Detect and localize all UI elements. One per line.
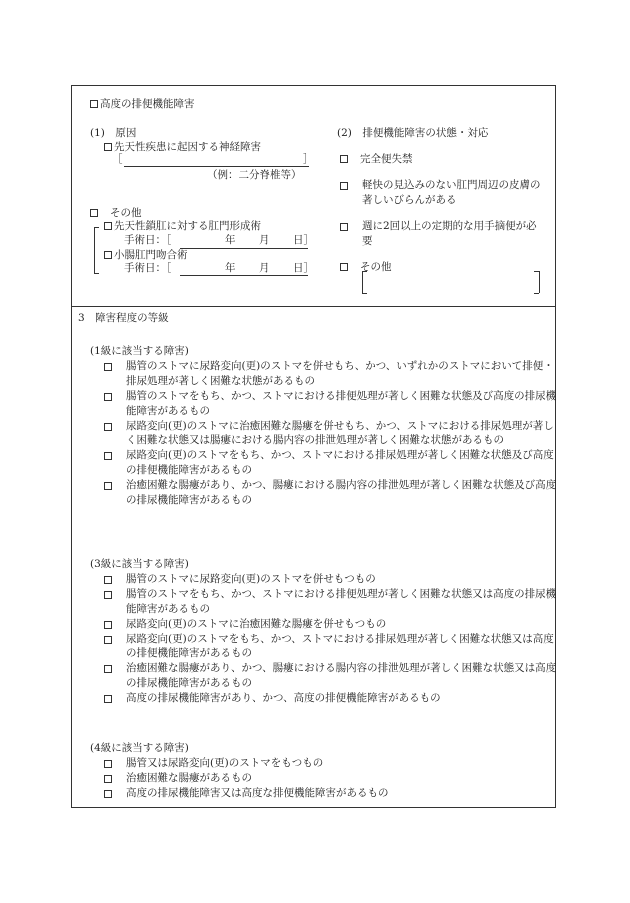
surgery1-checkbox[interactable] [104, 222, 112, 230]
grade3-item-3-checkbox[interactable] [104, 621, 112, 629]
other-bracket-top [94, 227, 99, 228]
grade4-item-1-label: 腸管又は尿路変向(更)のストマをもつもの [126, 756, 324, 769]
state-item-3-label: 週に2回以上の定期的な用手摘便が必要 [362, 220, 537, 247]
header-checkbox[interactable] [90, 100, 98, 108]
grade4-title: (4級に該当する障害) [90, 742, 189, 754]
header-row [90, 97, 195, 112]
surgery2-day: 日］ [293, 262, 314, 274]
other-label: その他 [110, 207, 142, 219]
state-other-bracket-left-top [362, 271, 367, 272]
grade3-item-3 [90, 617, 560, 632]
grade1-item-2 [90, 389, 560, 419]
surgery2-label: 小腸肛門吻合術 [114, 249, 188, 261]
surgery2-date-line[interactable] [180, 275, 308, 276]
form-frame [71, 85, 556, 808]
grade1-item-3 [90, 419, 560, 449]
grade1-item-4-label: 尿路変向(更)のストマをもち、かつ、ストマにおける排尿処理が著しく困難な状態及び高度の排便機能障害があるもの [126, 449, 554, 477]
other-bracket-bottom [94, 273, 99, 274]
grade3-item-1-label: 腸管のストマに尿路変向(更)のストマを併せもつもの [126, 572, 376, 585]
state-item-2-label: 軽快の見込みのない肛門周辺の皮膚の著しいびらんがある [362, 179, 541, 206]
state-item-4-checkbox[interactable] [340, 263, 348, 271]
other-bracket [94, 227, 95, 273]
state-item-2 [340, 178, 545, 208]
grade3-item-5-checkbox[interactable] [104, 665, 112, 673]
grade3-item-4 [90, 632, 560, 662]
grade1-item-5-label: 治癒困難な腸瘻があり、かつ、腸瘻における腸内容の排泄処理が著しく困難な状態及び高度の排尿機能障害があるもの [126, 479, 557, 507]
grade3-item-4-label: 尿路変向(更)のストマをもち、かつ、ストマにおける排尿処理が著しく困難な状態又は高度の排便機能障害があるもの [126, 632, 554, 660]
grade3-item-5 [90, 661, 560, 691]
grade3-item-2 [90, 587, 560, 617]
grade4-item-3-label: 高度の排尿機能障害又は高度な排便機能障害があるもの [126, 786, 389, 799]
grade3-item-1 [90, 572, 560, 587]
header-label: 高度の排便機能障害 [100, 98, 195, 110]
state-other-bracket-right-top [534, 271, 539, 272]
grade1-item-1-checkbox[interactable] [104, 363, 112, 371]
grade3-item-5-label: 治癒困難な腸瘻があり、かつ、腸瘻における腸内容の排泄処理が著しく困難な状態又は高度の排尿機能障害があるもの [126, 662, 557, 690]
grade1-item-1 [90, 359, 560, 389]
state-heading: (2) 排便機能障害の状態・対応 [337, 127, 489, 139]
grade1-group [90, 344, 560, 508]
grade4-group [90, 741, 560, 801]
surgery1-year: 年 [225, 234, 236, 246]
state-item-3 [340, 219, 545, 249]
surgery1-row [104, 219, 261, 234]
section3-title: 3 障害程度の等級 [78, 312, 169, 324]
grade1-item-2-label: 腸管のストマをもち、かつ、ストマにおける排便処理が著しく困難な状態及び高度の排尿機能障害があるもの [126, 389, 557, 417]
state-other-bracket-left-bottom [362, 293, 367, 294]
state-item-1-checkbox[interactable] [340, 155, 348, 163]
cause-bracket-open: ［ [112, 153, 123, 165]
surgery1-label: 先天性鎖肛に対する肛門形成術 [114, 220, 261, 232]
surgery1-month: 月 [259, 234, 270, 246]
cause-bracket-close: ］ [303, 153, 314, 165]
grade4-item-3 [90, 786, 560, 801]
grade4-item-3-checkbox[interactable] [104, 790, 112, 798]
state-item-4-label: その他 [360, 261, 392, 273]
state-other-bracket-right [539, 271, 540, 293]
grade1-item-3-label: 尿路変向(更)のストマに治癒困難な腸瘻を併せもち、かつ、ストマにおける排尿処理が著しく困難な状態又は腸瘻における腸内容の排泄処理が著しく困難な状態があるもの [126, 419, 554, 447]
grade3-item-3-label: 尿路変向(更)のストマに治癒困難な腸瘻を併せもつもの [126, 617, 387, 630]
grade3-item-6-checkbox[interactable] [104, 695, 112, 703]
grade4-item-2 [90, 771, 560, 786]
grade3-item-6-label: 高度の排尿機能障害があり、かつ、高度の排便機能障害があるもの [126, 692, 441, 705]
grade1-item-2-checkbox[interactable] [104, 393, 112, 401]
grade1-item-3-checkbox[interactable] [104, 423, 112, 431]
surgery2-month: 月 [259, 262, 270, 274]
congenital-row [104, 140, 261, 155]
state-item-3-checkbox[interactable] [340, 223, 348, 231]
section-divider [72, 306, 555, 307]
cause-input-line[interactable] [124, 166, 309, 167]
surgery1-date-label: 手術日：［ [124, 234, 172, 246]
grade1-title: (1級に該当する障害) [90, 345, 189, 357]
surgery1-date-line[interactable] [180, 248, 308, 249]
grade1-item-5 [90, 478, 560, 508]
cause-heading: (1) 原因 [90, 127, 137, 139]
cause-example: （例：二分脊椎等） [207, 169, 302, 181]
congenital-checkbox[interactable] [104, 143, 112, 151]
grade3-item-2-checkbox[interactable] [104, 591, 112, 599]
grade4-item-1-checkbox[interactable] [104, 760, 112, 768]
grade3-item-1-checkbox[interactable] [104, 576, 112, 584]
surgery2-year: 年 [225, 262, 236, 274]
grade3-item-4-checkbox[interactable] [104, 636, 112, 644]
surgery2-date-label: 手術日：［ [124, 262, 172, 274]
grade1-item-4 [90, 448, 560, 478]
state-other-bracket-right-bottom [534, 293, 539, 294]
congenital-label: 先天性疾患に起因する神経障害 [114, 141, 261, 153]
grade4-item-2-label: 治癒困難な腸瘻があるもの [126, 771, 252, 784]
grade3-group [90, 557, 560, 706]
other-checkbox[interactable] [90, 209, 98, 217]
state-item-1 [340, 152, 413, 167]
grade1-item-5-checkbox[interactable] [104, 482, 112, 490]
grade3-item-6 [90, 691, 560, 706]
surgery1-day: 日］ [293, 234, 314, 246]
surgery2-checkbox[interactable] [104, 251, 112, 259]
grade3-item-2-label: 腸管のストマをもち、かつ、ストマにおける排便処理が著しく困難な状態又は高度の排尿機能障害があるもの [126, 587, 557, 615]
grade1-item-1-label: 腸管のストマに尿路変向(更)のストマを併せもち、かつ、いずれかのストマにおいて排便・排尿処理が著しく困難な状態があるもの [126, 359, 554, 387]
grade1-item-4-checkbox[interactable] [104, 452, 112, 460]
state-item-4 [340, 260, 392, 275]
state-item-2-checkbox[interactable] [340, 182, 348, 190]
grade3-title: (3級に該当する障害) [90, 558, 189, 570]
state-item-1-label: 完全便失禁 [360, 153, 413, 165]
grade4-item-1 [90, 756, 560, 771]
grade4-item-2-checkbox[interactable] [104, 775, 112, 783]
state-other-bracket-left [362, 271, 363, 293]
